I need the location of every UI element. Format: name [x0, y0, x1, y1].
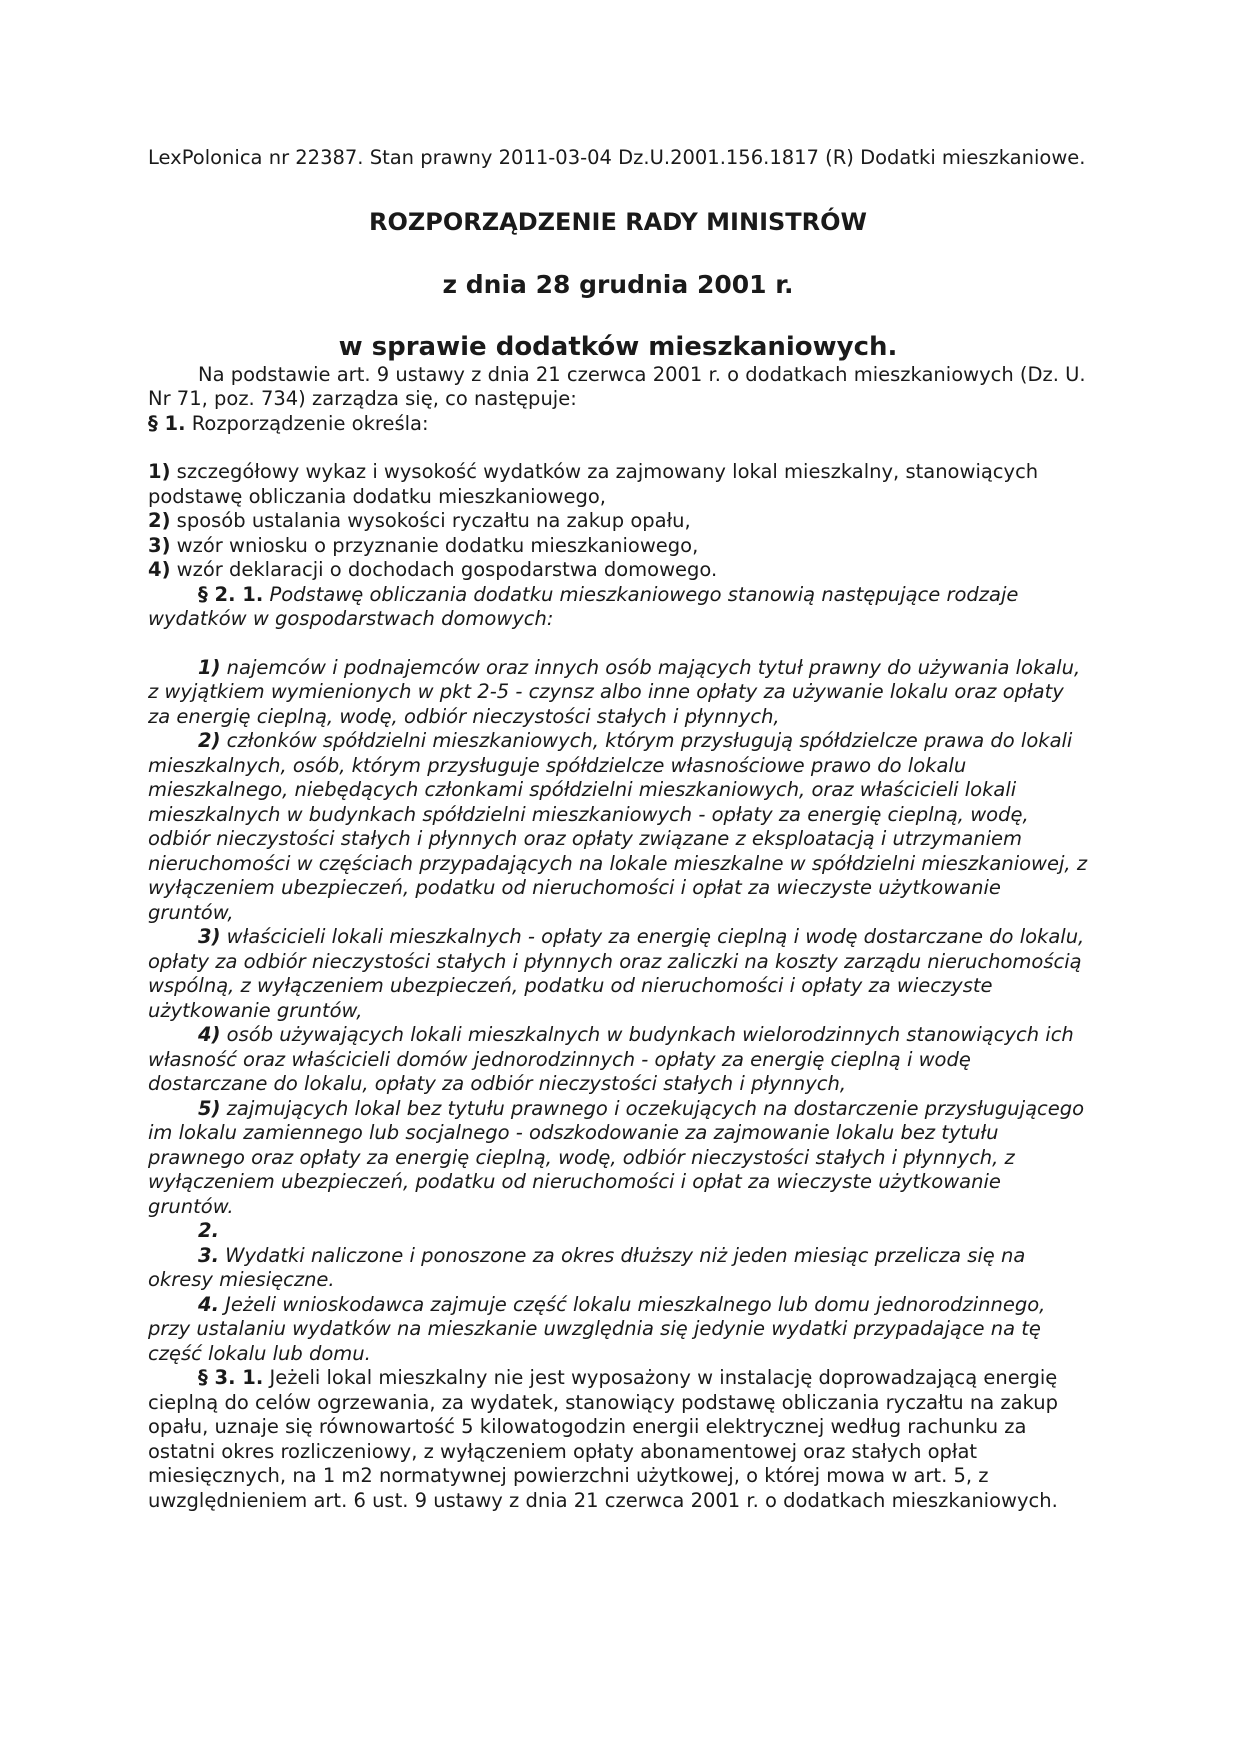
list-item: [148, 558, 1088, 583]
paragraph-3-text: Jeżeli lokal mieszkalny nie jest wyposażony w instalację doprowadzającą energię cieplną do celów ogrzewania, za wydatek, stanowiący podstawę obliczania ryczałtu na zakup opału, uznaje się równowartość 5 kilowatogodzin energii elektrycznej według rachunku za ostatni okres rozliczeniowy, z wyłączeniem opłaty abonamentowej oraz stałych opłat miesięcznych, na 1 m2 normatywnej powierzchni użytkowej, o której mowa w art. 5, z uwzględnieniem art. 6 ust. 9 ustawy z dnia 21 czerwca 2001 r. o dodatkach mieszkaniowych.: [148, 1366, 1058, 1512]
document-page: [148, 146, 1088, 1513]
list-item-number: 5): [198, 1096, 221, 1120]
list-item-number: 2): [148, 509, 171, 532]
spacer: [148, 632, 1088, 656]
section-3: [148, 1244, 1088, 1293]
list-item-number: 3): [198, 925, 221, 948]
preamble: Na podstawie art. 9 ustawy z dnia 21 czerwca 2001 r. o dodatkach mieszkaniowych (Dz. U. Nr 71, poz. 734) zarządza się, co następuje:: [148, 362, 1086, 410]
list-item-text: najemców i podnajemców oraz innych osób mających tytuł prawny do używania lokalu, z wyjątkiem wymienionych w pkt 2-5 - czynsz albo inne opłaty za używanie lokalu oraz opłaty za energię cieplną, wodę, odbiór nieczystości stałych i płynnych,: [148, 655, 1081, 728]
list-item-text: właścicieli lokali mieszkalnych - opłaty za energię cieplną i wodę dostarczane do lokalu, opłaty za odbiór nieczystości stałych i płynnych oraz zaliczki na koszty zarządu nieruchomością wspólną, z wyłączeniem ubezpieczeń, podatku od nieruchomości i opłaty za wieczyste użytkowanie gruntów,: [148, 925, 1085, 1022]
list-item-number: 4): [148, 558, 171, 581]
list-item: [148, 460, 1088, 509]
list-item: [148, 656, 1088, 730]
section-3-text: Wydatki naliczone i ponoszone za okres dłuższy niż jeden miesiąc przelicza się na okresy miesięczne.: [148, 1243, 1026, 1291]
list-item-text: wzór deklaracji o dochodach gospodarstwa domowego.: [170, 558, 718, 581]
paragraph-1: [148, 412, 1088, 437]
document-date: z dnia 28 grudnia 2001 r.: [442, 269, 794, 299]
section-2-label: 2.: [198, 1219, 219, 1242]
list-item-text: osób używających lokali mieszkalnych w budynkach wielorodzinnych stanowiących ich własność oraz właścicieli domów jednorodzinnych - opłaty za energię cieplną i wodę dostarczane do lokalu, opłaty za odbiór nieczystości stałych i płynnych,: [148, 1023, 1074, 1095]
list-item-number: 1): [198, 655, 221, 679]
list-item: [148, 1023, 1088, 1097]
section-4-text: Jeżeli wnioskodawca zajmuje część lokalu mieszkalnego lub domu jednorodzinnego, przy ustalaniu wydatków na mieszkanie uwzględnia się jedynie wydatki przypadające na tę część lokalu lub domu.: [148, 1292, 1046, 1365]
list-item-text: zajmujących lokal bez tytułu prawnego i oczekujących na dostarczenie przysługującego im lokalu zamiennego lub socjalnego - odszkodowanie za zajmowanie lokalu bez tytułu prawnego oraz opłaty za energię cieplną, wodę, odbiór nieczystości stałych i płynnych, z wyłączeniem ubezpieczeń, podatku od nieruchomości i opłat za wieczyste użytkowanie gruntów.: [148, 1096, 1085, 1218]
list-item-text: szczegółowy wykaz i wysokość wydatków za zajmowany lokal mieszkalny, stanowiących podstawę obliczania dodatku mieszkaniowego,: [148, 460, 1039, 508]
section-3-label: 3.: [198, 1243, 219, 1267]
paragraph-2: [148, 583, 1088, 632]
document-subject: w sprawie dodatków mieszkaniowych.: [338, 331, 898, 362]
document-title: ROZPORZĄDZENIE RADY MINISTRÓW: [368, 207, 868, 236]
list-item-text: sposób ustalania wysokości ryczałtu na zakup opału,: [170, 509, 691, 532]
list-item-text: wzór wniosku o przyznanie dodatku mieszkaniowego,: [170, 533, 699, 557]
paragraph-3: [148, 1366, 1088, 1513]
list-item-number: 4): [198, 1023, 221, 1046]
spacer: [148, 436, 1088, 460]
list-item-number: 1): [148, 460, 171, 483]
section-2: [148, 1219, 1088, 1244]
paragraph-1-text: Rozporządzenie określa:: [185, 411, 429, 435]
list-item: [148, 925, 1088, 1023]
paragraph-2-label: § 2. 1.: [198, 582, 264, 606]
list-item-text: członków spółdzielni mieszkaniowych, którym przysługują spółdzielcze prawa do lokali mieszkalnych, osób, którym przysługuje spółdzielcze własnościowe prawo do lokalu mieszkalnego, niebędących członkami spółdzielni mieszkaniowych, oraz właścicieli lokali mieszkalnych w budynkach spółdzielni mieszkaniowych - opłaty za energię cieplną, wodę, odbiór nieczystości stałych i płynnych oraz opłaty związane z eksploatacją i utrzymaniem nieruchomości w częściach przypadających na lokale mieszkalne w spółdzielni mieszkaniowej, z wyłączeniem ubezpieczeń, podatku od nieruchomości i opłat za wieczyste użytkowanie gruntów,: [148, 729, 1088, 924]
paragraph-1-label: § 1.: [148, 411, 186, 435]
list-item: [148, 509, 1088, 534]
source-line: LexPolonica nr 22387. Stan prawny 2011-03-04 Dz.U.2001.156.1817 (R) Dodatki mieszkaniowe.: [148, 146, 1086, 169]
list-item: [148, 1097, 1088, 1220]
list-item: [148, 729, 1088, 925]
list-item: [148, 534, 1088, 559]
paragraph-2-text: Podstawę obliczania dodatku mieszkaniowego stanowią następujące rodzaje wydatków w gospodarstwach domowych:: [148, 582, 1019, 630]
list-item-number: 2): [198, 729, 221, 752]
section-4: [148, 1293, 1088, 1367]
list-item-number: 3): [148, 533, 171, 557]
section-4-label: 4.: [198, 1292, 219, 1316]
paragraph-3-label: § 3. 1.: [198, 1366, 264, 1389]
